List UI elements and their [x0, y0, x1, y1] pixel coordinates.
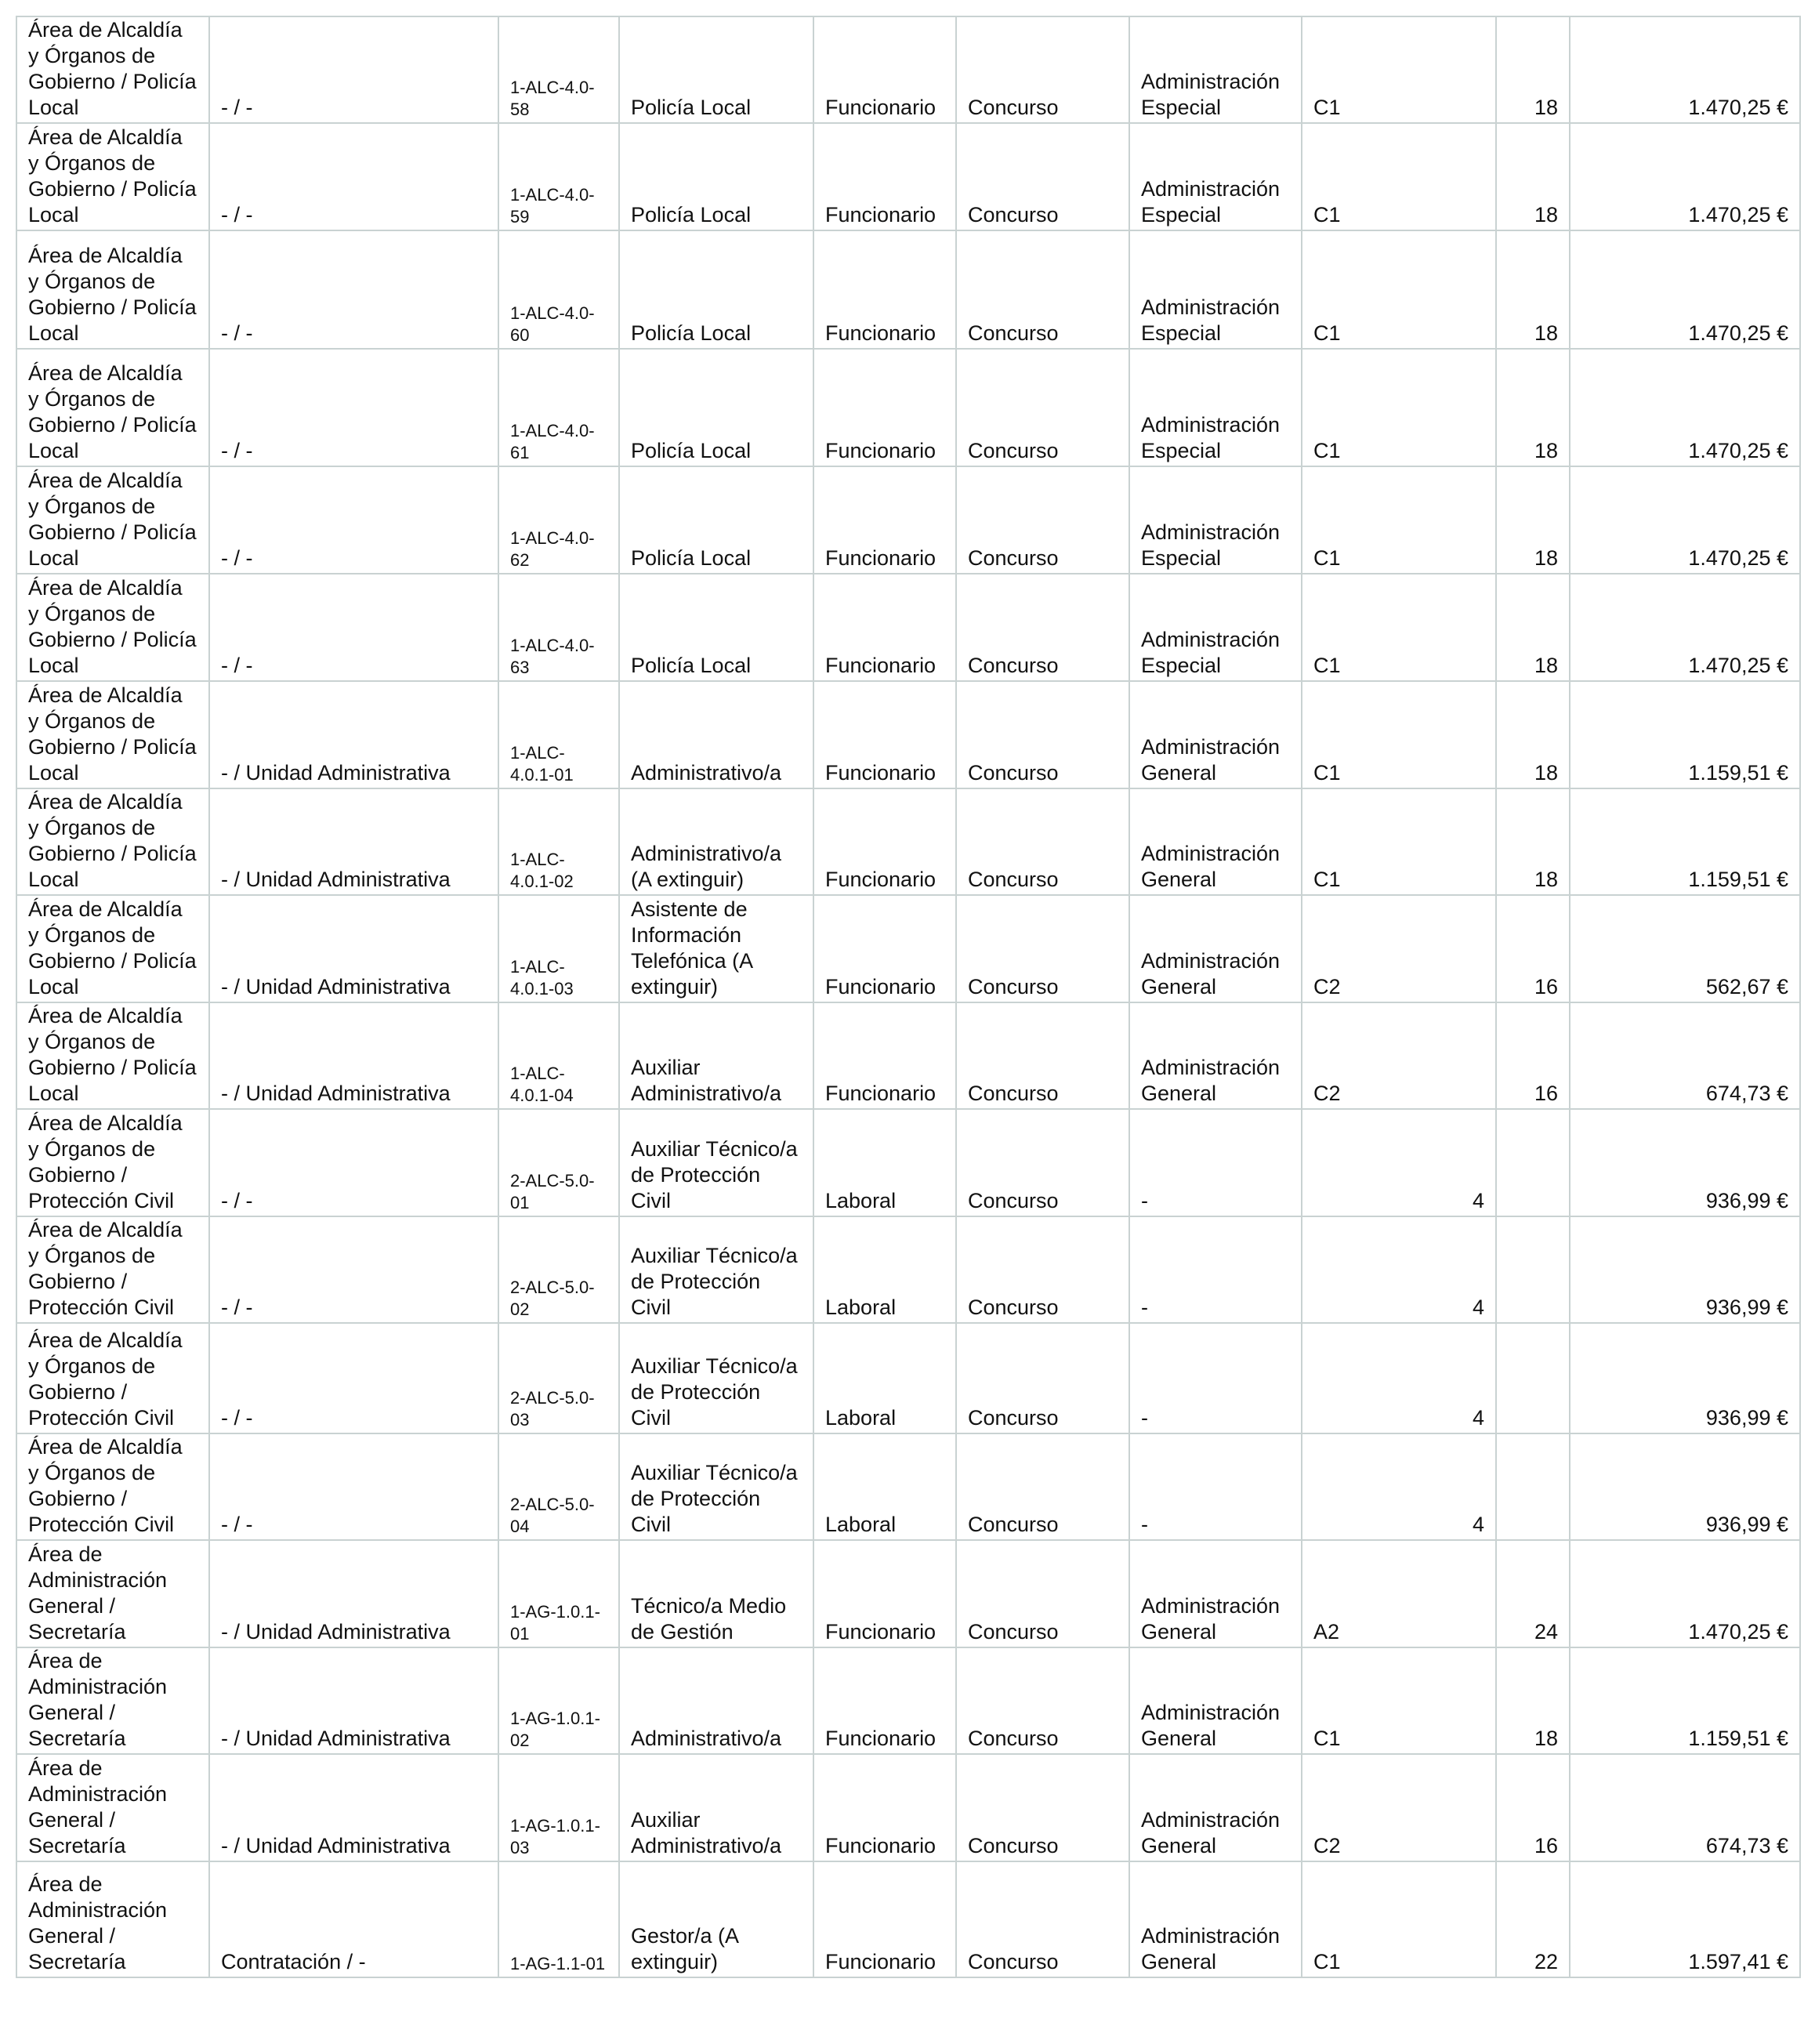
group-cell [1302, 1002, 1496, 1109]
position-code-cell: 1-ALC-4.0-61 [498, 349, 619, 466]
level-cell: 24 [1496, 1540, 1570, 1647]
laboral-level-value: 4 [1472, 1406, 1484, 1430]
table-row [16, 788, 1800, 895]
group-cell [1302, 1216, 1496, 1323]
regime-cell: Funcionario [813, 895, 956, 1002]
area-cell: Área de Alcaldía y Órganos de Gobierno / Protección Civil [16, 1109, 209, 1216]
scale-cell: Administración General [1129, 681, 1302, 788]
job-title-cell: Auxiliar Técnico/a de Protección Civil [619, 1433, 813, 1540]
group-cell [1302, 1540, 1496, 1647]
amount-cell: 1.159,51 € [1570, 1647, 1800, 1754]
unit-cell: - / Unidad Administrativa [209, 1754, 498, 1861]
provision-cell: Concurso [956, 123, 1129, 230]
job-title-cell: Policía Local [619, 16, 813, 123]
group-value: C1 [1313, 654, 1341, 677]
position-code-cell: 1-ALC-4.0.1-02 [498, 788, 619, 895]
scale-cell: Administración General [1129, 1540, 1302, 1647]
provision-cell: Concurso [956, 230, 1129, 349]
area-cell: Área de Alcaldía y Órganos de Gobierno / Policía Local [16, 16, 209, 123]
group-cell [1302, 16, 1496, 123]
area-cell: Área de Alcaldía y Órganos de Gobierno / Policía Local [16, 574, 209, 681]
regime-cell: Funcionario [813, 1861, 956, 1977]
table-row [16, 574, 1800, 681]
table-row [16, 1109, 1800, 1216]
table-row [16, 123, 1800, 230]
area-cell: Área de Alcaldía y Órganos de Gobierno / Policía Local [16, 895, 209, 1002]
provision-cell: Concurso [956, 1002, 1129, 1109]
group-cell [1302, 1433, 1496, 1540]
amount-cell: 1.470,25 € [1570, 123, 1800, 230]
table-row [16, 1433, 1800, 1540]
regime-cell: Funcionario [813, 466, 956, 574]
regime-cell: Funcionario [813, 1540, 956, 1647]
table-row [16, 1002, 1800, 1109]
job-title-cell: Policía Local [619, 230, 813, 349]
amount-cell: 936,99 € [1570, 1323, 1800, 1433]
position-code-cell: 2-ALC-5.0-02 [498, 1216, 619, 1323]
unit-cell: - / - [209, 1433, 498, 1540]
unit-cell: - / - [209, 16, 498, 123]
scale-cell: Administración General [1129, 1002, 1302, 1109]
area-cell: Área de Administración General / Secretaría [16, 1861, 209, 1977]
area-cell: Área de Alcaldía y Órganos de Gobierno / Policía Local [16, 123, 209, 230]
group-value: C1 [1313, 1950, 1341, 1973]
regime-cell: Laboral [813, 1216, 956, 1323]
job-title-cell: Auxiliar Técnico/a de Protección Civil [619, 1323, 813, 1433]
scale-cell: Administración Especial [1129, 466, 1302, 574]
position-code-cell: 1-ALC-4.0.1-04 [498, 1002, 619, 1109]
group-value: C1 [1313, 868, 1341, 891]
area-cell: Área de Alcaldía y Órganos de Gobierno / Protección Civil [16, 1433, 209, 1540]
unit-cell: Contratación / - [209, 1861, 498, 1977]
unit-cell: - / Unidad Administrativa [209, 1002, 498, 1109]
level-cell: 16 [1496, 1754, 1570, 1861]
unit-cell: - / - [209, 466, 498, 574]
positions-table-container [16, 16, 1799, 1978]
level-cell [1496, 1216, 1570, 1323]
regime-cell: Funcionario [813, 681, 956, 788]
amount-cell: 674,73 € [1570, 1002, 1800, 1109]
job-title-cell: Técnico/a Medio de Gestión [619, 1540, 813, 1647]
group-cell [1302, 788, 1496, 895]
table-row [16, 1540, 1800, 1647]
table-row [16, 1323, 1800, 1433]
group-cell [1302, 681, 1496, 788]
position-code-cell: 1-ALC-4.0-60 [498, 230, 619, 349]
table-row [16, 349, 1800, 466]
position-code-cell: 1-AG-1.1-01 [498, 1861, 619, 1977]
table-row [16, 1861, 1800, 1977]
group-value: C1 [1313, 1727, 1341, 1750]
provision-cell: Concurso [956, 466, 1129, 574]
unit-cell: - / Unidad Administrativa [209, 895, 498, 1002]
amount-cell: 1.470,25 € [1570, 574, 1800, 681]
group-cell [1302, 1647, 1496, 1754]
level-cell [1496, 1323, 1570, 1433]
regime-cell: Funcionario [813, 1754, 956, 1861]
amount-cell: 1.470,25 € [1570, 16, 1800, 123]
level-cell: 18 [1496, 681, 1570, 788]
group-value: C1 [1313, 96, 1341, 119]
provision-cell: Concurso [956, 1433, 1129, 1540]
regime-cell: Funcionario [813, 574, 956, 681]
area-cell: Área de Alcaldía y Órganos de Gobierno / Protección Civil [16, 1216, 209, 1323]
level-cell: 16 [1496, 895, 1570, 1002]
scale-cell: Administración Especial [1129, 230, 1302, 349]
position-code-cell: 1-ALC-4.0-62 [498, 466, 619, 574]
area-cell: Área de Administración General / Secretaría [16, 1540, 209, 1647]
provision-cell: Concurso [956, 1754, 1129, 1861]
unit-cell: - / Unidad Administrativa [209, 1540, 498, 1647]
level-cell: 16 [1496, 1002, 1570, 1109]
regime-cell: Funcionario [813, 16, 956, 123]
position-code-cell: 1-ALC-4.0-63 [498, 574, 619, 681]
position-code-cell: 2-ALC-5.0-03 [498, 1323, 619, 1433]
scale-cell: Administración Especial [1129, 349, 1302, 466]
regime-cell: Funcionario [813, 788, 956, 895]
area-cell: Área de Alcaldía y Órganos de Gobierno / Policía Local [16, 349, 209, 466]
group-cell [1302, 349, 1496, 466]
position-code-cell: 1-ALC-4.0-59 [498, 123, 619, 230]
group-cell [1302, 1861, 1496, 1977]
job-title-cell: Policía Local [619, 574, 813, 681]
level-cell: 18 [1496, 16, 1570, 123]
job-title-cell: Asistente de Información Telefónica (A extinguir) [619, 895, 813, 1002]
amount-cell: 1.159,51 € [1570, 681, 1800, 788]
group-value: A2 [1313, 1620, 1340, 1644]
amount-cell: 1.597,41 € [1570, 1861, 1800, 1977]
regime-cell: Funcionario [813, 349, 956, 466]
regime-cell: Funcionario [813, 123, 956, 230]
position-code-cell: 2-ALC-5.0-01 [498, 1109, 619, 1216]
unit-cell: - / Unidad Administrativa [209, 788, 498, 895]
regime-cell: Funcionario [813, 230, 956, 349]
table-row [16, 681, 1800, 788]
amount-cell: 1.470,25 € [1570, 466, 1800, 574]
area-cell: Área de Alcaldía y Órganos de Gobierno / Policía Local [16, 681, 209, 788]
position-code-cell: 1-ALC-4.0.1-01 [498, 681, 619, 788]
group-value: C1 [1313, 321, 1341, 345]
unit-cell: - / - [209, 1109, 498, 1216]
group-value: C1 [1313, 439, 1341, 462]
position-code-cell: 1-AG-1.0.1-01 [498, 1540, 619, 1647]
unit-cell: - / - [209, 574, 498, 681]
regime-cell: Laboral [813, 1433, 956, 1540]
unit-cell: - / - [209, 349, 498, 466]
group-value: C2 [1313, 1082, 1341, 1105]
unit-cell: - / - [209, 1323, 498, 1433]
position-code-cell: 2-ALC-5.0-04 [498, 1433, 619, 1540]
group-value: C2 [1313, 975, 1341, 998]
scale-cell: Administración Especial [1129, 574, 1302, 681]
job-title-cell: Administrativo/a [619, 1647, 813, 1754]
group-value: C1 [1313, 761, 1341, 785]
amount-cell: 936,99 € [1570, 1216, 1800, 1323]
scale-cell: Administración Especial [1129, 16, 1302, 123]
job-title-cell: Policía Local [619, 466, 813, 574]
amount-cell: 674,73 € [1570, 1754, 1800, 1861]
scale-cell: Administración General [1129, 1754, 1302, 1861]
area-cell: Área de Alcaldía y Órganos de Gobierno / Policía Local [16, 788, 209, 895]
regime-cell: Laboral [813, 1109, 956, 1216]
table-row [16, 895, 1800, 1002]
area-cell: Área de Alcaldía y Órganos de Gobierno / Policía Local [16, 466, 209, 574]
unit-cell: - / - [209, 1216, 498, 1323]
group-cell [1302, 1323, 1496, 1433]
provision-cell: Concurso [956, 1323, 1129, 1433]
job-title-cell: Administrativo/a (A extinguir) [619, 788, 813, 895]
scale-cell: - [1129, 1216, 1302, 1323]
job-title-cell: Auxiliar Administrativo/a [619, 1754, 813, 1861]
area-cell: Área de Alcaldía y Órganos de Gobierno / Protección Civil [16, 1323, 209, 1433]
amount-cell: 1.470,25 € [1570, 349, 1800, 466]
level-cell: 18 [1496, 1647, 1570, 1754]
regime-cell: Funcionario [813, 1002, 956, 1109]
level-cell: 18 [1496, 788, 1570, 895]
amount-cell: 936,99 € [1570, 1109, 1800, 1216]
table-row [16, 1754, 1800, 1861]
provision-cell: Concurso [956, 1216, 1129, 1323]
scale-cell: Administración General [1129, 895, 1302, 1002]
level-cell [1496, 1109, 1570, 1216]
level-cell: 18 [1496, 230, 1570, 349]
laboral-level-value: 4 [1472, 1189, 1484, 1212]
provision-cell: Concurso [956, 1540, 1129, 1647]
unit-cell: - / Unidad Administrativa [209, 1647, 498, 1754]
job-title-cell: Auxiliar Administrativo/a [619, 1002, 813, 1109]
regime-cell: Funcionario [813, 1647, 956, 1754]
table-row [16, 1216, 1800, 1323]
provision-cell: Concurso [956, 1109, 1129, 1216]
table-row [16, 230, 1800, 349]
level-cell: 22 [1496, 1861, 1570, 1977]
provision-cell: Concurso [956, 681, 1129, 788]
amount-cell: 1.159,51 € [1570, 788, 1800, 895]
area-cell: Área de Administración General / Secretaría [16, 1647, 209, 1754]
amount-cell: 562,67 € [1570, 895, 1800, 1002]
job-title-cell: Auxiliar Técnico/a de Protección Civil [619, 1109, 813, 1216]
positions-table [16, 16, 1801, 1978]
provision-cell: Concurso [956, 788, 1129, 895]
laboral-level-value: 4 [1472, 1513, 1484, 1536]
amount-cell: 1.470,25 € [1570, 1540, 1800, 1647]
scale-cell: Administración Especial [1129, 123, 1302, 230]
area-cell: Área de Alcaldía y Órganos de Gobierno / Policía Local [16, 230, 209, 349]
group-value: C1 [1313, 203, 1341, 227]
regime-cell: Laboral [813, 1323, 956, 1433]
level-cell: 18 [1496, 466, 1570, 574]
scale-cell: - [1129, 1323, 1302, 1433]
unit-cell: - / - [209, 230, 498, 349]
amount-cell: 1.470,25 € [1570, 230, 1800, 349]
group-cell [1302, 574, 1496, 681]
amount-cell: 936,99 € [1570, 1433, 1800, 1540]
provision-cell: Concurso [956, 1647, 1129, 1754]
level-cell: 18 [1496, 123, 1570, 230]
job-title-cell: Policía Local [619, 123, 813, 230]
scale-cell: Administración General [1129, 788, 1302, 895]
positions-table-body [16, 16, 1800, 1977]
group-cell [1302, 895, 1496, 1002]
level-cell: 18 [1496, 574, 1570, 681]
group-cell [1302, 1754, 1496, 1861]
scale-cell: - [1129, 1109, 1302, 1216]
provision-cell: Concurso [956, 895, 1129, 1002]
position-code-cell: 1-AG-1.0.1-03 [498, 1754, 619, 1861]
provision-cell: Concurso [956, 16, 1129, 123]
position-code-cell: 1-ALC-4.0.1-03 [498, 895, 619, 1002]
unit-cell: - / Unidad Administrativa [209, 681, 498, 788]
unit-cell: - / - [209, 123, 498, 230]
group-cell [1302, 1109, 1496, 1216]
scale-cell: - [1129, 1433, 1302, 1540]
provision-cell: Concurso [956, 574, 1129, 681]
table-row [16, 1647, 1800, 1754]
table-row [16, 466, 1800, 574]
provision-cell: Concurso [956, 349, 1129, 466]
group-cell [1302, 123, 1496, 230]
laboral-level-value: 4 [1472, 1296, 1484, 1319]
area-cell: Área de Administración General / Secretaría [16, 1754, 209, 1861]
scale-cell: Administración General [1129, 1647, 1302, 1754]
position-code-cell: 1-ALC-4.0-58 [498, 16, 619, 123]
scale-cell: Administración General [1129, 1861, 1302, 1977]
job-title-cell: Auxiliar Técnico/a de Protección Civil [619, 1216, 813, 1323]
group-cell [1302, 230, 1496, 349]
job-title-cell: Gestor/a (A extinguir) [619, 1861, 813, 1977]
area-cell: Área de Alcaldía y Órganos de Gobierno / Policía Local [16, 1002, 209, 1109]
table-row [16, 16, 1800, 123]
group-cell [1302, 466, 1496, 574]
provision-cell: Concurso [956, 1861, 1129, 1977]
position-code-cell: 1-AG-1.0.1-02 [498, 1647, 619, 1754]
group-value: C2 [1313, 1834, 1341, 1857]
group-value: C1 [1313, 546, 1341, 570]
level-cell: 18 [1496, 349, 1570, 466]
job-title-cell: Administrativo/a [619, 681, 813, 788]
level-cell [1496, 1433, 1570, 1540]
job-title-cell: Policía Local [619, 349, 813, 466]
